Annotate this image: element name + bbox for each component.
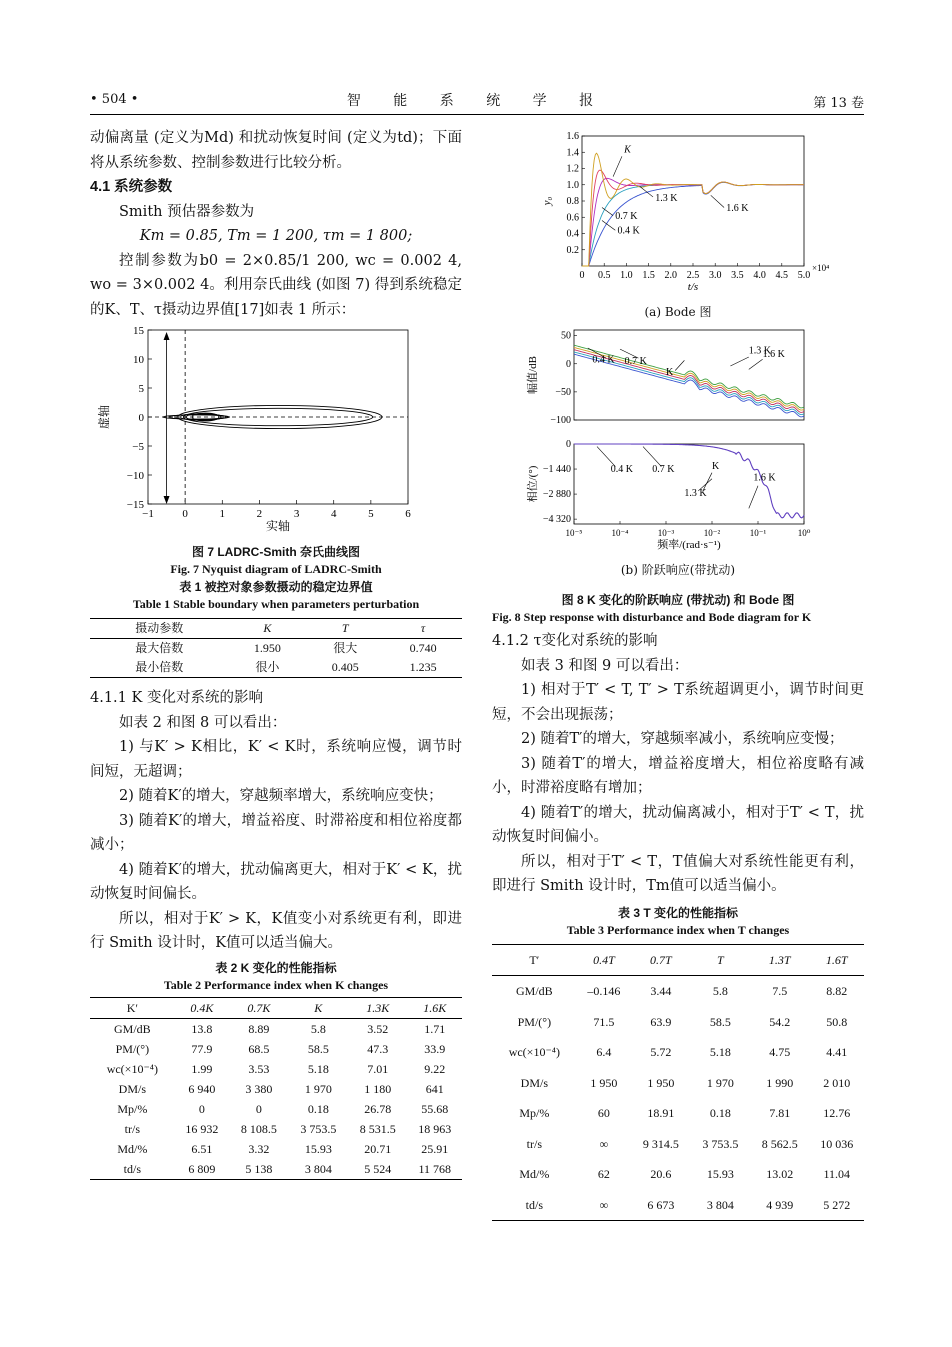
table-row [492,976,864,1007]
annotation-label: 0.7 K [615,210,638,222]
table-cell: 641 [425,1081,444,1096]
table-row [90,1119,462,1139]
table-cell: 6.51 [191,1141,213,1156]
table-cell: 最大倍数 [135,641,184,655]
x-tick-label: 1 [219,508,226,520]
nyquist-chart [90,322,462,544]
table-cell: 0.405 [331,660,359,674]
table-cell: 3 804 [304,1161,332,1176]
table-caption-en: Table 1 Stable boundary when parameters perturbation [132,597,420,611]
x-tick-label: 0 [579,270,585,281]
table-cell: 5 272 [823,1197,851,1212]
table-row [90,1039,462,1059]
volume-number: 第 13 卷 [813,96,864,111]
paragraph: Smith 预估器参数为 [119,203,255,220]
table-1 [90,618,462,678]
x-tick-label: 3.0 [708,270,722,281]
annotation-label: 0.7 K [652,463,675,475]
x-tick-label: 10⁻² [703,528,721,538]
table-cell: 7.5 [772,984,788,998]
table-header-cell: 0.7T [650,952,672,967]
table-cell: 1.99 [191,1061,213,1076]
figure-caption-en: Fig. 8 Step response with disturbance and Bode diagram for K [492,610,812,624]
table-cell: tr/s [526,1136,542,1151]
annotation-arrow [613,156,622,176]
y-tick-label: 0.2 [566,244,579,256]
nyquist-figure [90,322,462,544]
paragraph: 控制参数为b0 = 2×0.85/1 200, wc = 0.002 4, wo = 3×0.002 4。利用奈氏曲线 (如图 7) 得到系统稳定的K、T、τ摄动边界值[17]如表 1 所示： [90,252,462,318]
table-cell: 0.18 [709,1106,731,1120]
table-header-cell: 摄动参数 [135,621,184,635]
y-tick-label: −1 440 [542,464,571,476]
bode-chart [492,324,864,560]
table-row [90,1059,462,1079]
table-row [90,1079,462,1099]
x-tick-label: 0.5 [597,270,611,281]
table-header-cell: 1.3K [366,1000,390,1015]
table-cell: 6 809 [188,1161,216,1176]
left-column [90,126,462,1180]
table-cell: 33.9 [424,1041,446,1056]
table-cell: 5.8 [310,1021,326,1036]
table-header-cell: 1.3T [768,952,791,967]
table-cell: 12.76 [823,1106,851,1120]
table-cell: 1 970 [304,1081,332,1096]
annotation-label: K [624,144,631,156]
page-number: • 504 • [90,92,139,107]
x-tick-label: 2 [256,508,263,520]
table-cell: 5.18 [709,1045,731,1059]
table-cell: 63.9 [650,1014,672,1029]
table-cell: Md/% [117,1141,148,1156]
table-cell: GM/dB [113,1021,151,1036]
table-cell: 1 970 [706,1075,734,1090]
table-header-cell: K [314,1000,323,1015]
step-response-figure [492,126,864,319]
annotation-arrow [711,195,724,207]
table-header-cell: τ [420,621,426,635]
x-tick-label: 3.5 [731,270,744,281]
x-tick-label: 10⁻⁴ [611,528,629,538]
table-cell: 6.4 [596,1045,612,1059]
table-cell: 18.91 [647,1106,675,1120]
annotation-label: 0.4 K [610,463,634,475]
x-tick-label: 0 [182,508,188,520]
table-cell: 1 950 [590,1075,618,1090]
table-caption: 表 1 被控对象参数摄动的稳定边界值 [179,580,373,594]
table-cell: DM/s [520,1075,548,1090]
table-cell: 18 963 [418,1121,452,1136]
table-row [492,1037,864,1068]
section-heading: 4.1 系统参数 [90,179,173,195]
table-cell: 58.5 [709,1014,731,1029]
x-tick-label: 6 [405,508,411,520]
table-header-row [90,619,462,639]
table-cell: 最小倍数 [135,660,184,674]
table-cell: td/s [123,1161,141,1176]
x-axis-label: 频率/(rad·s⁻¹) [657,539,721,551]
step-response-line [582,178,804,266]
table-cell: 5.72 [650,1045,672,1059]
y-tick-label: −15 [126,499,144,511]
annotation-label: 1.3 K [748,345,772,357]
paragraph: 所以，相对于K′ > K，K值变小对系统更有利，即进行 Smith 设计时，K值可以适当偏大。 [90,910,462,951]
table-cell: 71.5 [593,1014,615,1029]
table-cell: 2 010 [823,1075,851,1090]
annotation-arrow [675,360,684,370]
step-response-line [582,153,804,266]
table-row [492,1068,864,1099]
y-axis-label: 虚轴 [97,404,111,430]
table-cell: 68.5 [248,1041,270,1056]
figure-caption: 图 8 K 变化的阶跃响应 (带扰动) 和 Bode 图 [561,593,795,607]
bode-figure [492,324,864,578]
table-cell: 4.41 [826,1045,848,1059]
table-cell: Mp/% [519,1106,550,1120]
table-header-cell: K [263,621,272,635]
x-scale-label: ×10⁴ [812,263,830,273]
arrow-down [164,496,170,504]
x-tick-label: 2.5 [686,270,700,281]
x-tick-label: 10⁻³ [657,528,675,538]
header-rule [90,114,864,115]
paragraph: 动偏离量 (定义为Md) 和扰动恢复时间 (定义为td)；下面将从系统参数、控制参数进行比较分析。 [90,130,462,171]
table-cell: 5 138 [245,1161,273,1176]
table-cell: 5 524 [364,1161,392,1176]
table-cell: ∞ [599,1197,609,1212]
table-cell: 50.8 [826,1014,848,1029]
y-axis-label: y₀ [541,196,553,206]
x-tick-label: 4 [330,508,337,520]
x-tick-label: 10⁻¹ [749,528,767,538]
table-row [90,1159,462,1180]
table-header-cell: T [341,621,349,635]
table-cell: 20.71 [364,1141,392,1156]
table-cell: 1.950 [253,641,281,655]
table-cell: 13.8 [191,1021,213,1036]
table-cell: wc(×10⁻⁴) [508,1045,560,1059]
table-cell: 15.93 [304,1141,332,1156]
table-cell: PM/(°) [517,1014,552,1029]
annotation-label: 1.6 K [753,472,776,484]
table-header-cell: 0.4K [190,1000,214,1015]
table-cell: 16 932 [185,1121,219,1136]
table-cell: DM/s [118,1081,146,1096]
table-cell: 1.71 [424,1021,446,1036]
table-caption: 表 2 K 变化的性能指标 [215,960,337,975]
table-header-cell: 1.6K [423,1000,447,1015]
y-tick-label: −2 880 [542,489,571,501]
annotation-label: 0.4 K [617,225,640,237]
y-tick-label: 0.6 [566,212,579,224]
subfigure-label: (a) Bode 图 [644,305,712,319]
table-row [90,1099,462,1119]
table-cell: 0.740 [409,641,437,655]
table-header-cell: T [716,952,724,967]
table-cell: 4.75 [769,1045,791,1059]
y-tick-label: 1.0 [566,179,579,191]
x-tick-label: 3 [293,508,300,520]
x-tick-label: 1.5 [642,270,655,281]
x-tick-label: 10⁰ [797,528,811,538]
paragraph: 如表 2 和图 8 可以看出： [119,714,287,731]
paragraph: 2) 随着T′的增大，穿越频率减小，系统响应变慢； [521,731,844,747]
table-cell: 62 [597,1167,610,1181]
table-cell: 3.52 [367,1021,389,1036]
table-cell: 11 768 [418,1161,452,1176]
subsection-heading: 4.1.2 τ变化对系统的影响 [492,633,658,649]
magnitude-frame [574,330,804,420]
annotation-arrow [730,357,748,366]
table-caption-en: Table 2 Performance index when K changes [163,977,389,992]
table-cell: 0.18 [307,1101,329,1116]
table-cell: 15.93 [706,1167,734,1181]
paragraph: 1) 与K′ > K相比，K′ < K时，系统响应慢，调节时间短，无超调； [90,739,462,780]
figure-caption-en: Fig. 7 Nyquist diagram of LADRC-Smith [170,562,382,576]
paragraph: 如表 3 和图 9 可以看出： [521,657,689,674]
table-cell: ∞ [599,1136,609,1151]
table-row [492,1129,864,1160]
table-cell: 3.32 [248,1141,270,1156]
table-cell: 7.01 [367,1061,389,1076]
subsection-heading: 4.1.1 K 变化对系统的影响 [90,690,263,706]
x-tick-label: 2.0 [664,270,678,281]
y-tick-label: 50 [561,330,571,342]
table-cell: GM/dB [515,984,553,998]
annotation-label: 1.6 K [762,349,785,360]
page-header [90,86,864,112]
table-cell: 26.78 [364,1101,392,1116]
table-cell: 5.8 [712,984,728,998]
y-tick-label: 10 [133,354,144,366]
table-header-cell: T′ [529,952,540,967]
table-header-cell: K′ [126,1000,138,1015]
table-cell: 6 940 [188,1081,216,1096]
annotation-label: K [712,461,720,473]
x-tick-label: 1.0 [620,270,633,281]
plot-frame [582,136,804,266]
table-cell: 8.89 [248,1021,270,1036]
table-cell: 10 036 [820,1136,854,1151]
table-cell: 8.82 [826,984,848,998]
x-tick-label: −1 [142,508,154,520]
table-cell: 1 180 [364,1081,392,1096]
table-cell: Md/% [519,1167,550,1181]
table-cell: wc(×10⁻⁴) [106,1061,158,1076]
paragraph: 4) 随着T′的增大，扰动偏离减小，相对于T′ < T，扰动恢复时间偏小。 [492,804,864,845]
table-cell: PM/(°) [115,1041,150,1056]
table-cell: 0 [198,1101,205,1116]
table-cell: 20.6 [650,1167,672,1181]
table-cell: Mp/% [117,1101,148,1116]
table-cell: 3.44 [650,984,672,998]
table-header-row [492,944,864,976]
table-cell: 77.9 [191,1041,213,1056]
table-cell: 5.18 [307,1061,329,1076]
annotation-label: 1.6 K [726,202,749,214]
x-tick-label: 10⁻⁵ [565,528,583,538]
table-cell: 8 562.5 [761,1136,798,1151]
table-cell: td/s [525,1197,543,1212]
table-cell: 7.81 [769,1106,791,1120]
table-row [492,1190,864,1221]
phase-frame [574,444,804,524]
table-cell: 8 531.5 [359,1121,396,1136]
y-tick-label: 1.2 [566,163,579,175]
table-cell: 3 753.5 [300,1121,337,1136]
equation: Km = 0.85, Tm = 1 200, τm = 1 800; [139,228,413,244]
y-axis-label: 幅值/dB [527,356,539,394]
table-row [492,1098,864,1129]
table-cell: 4 939 [766,1197,794,1212]
table-3 [492,944,864,1222]
y-tick-label: 5 [138,383,144,395]
paragraph: 2) 随着K′的增大，穿越频率增大，系统响应变快； [119,788,443,804]
step-response-chart [492,126,864,302]
x-tick-label: 5 [368,508,374,520]
table-row [90,1139,462,1159]
table-header-cell: 0.7K [247,1000,271,1015]
right-column [492,126,864,1221]
journal-name: 智 能 系 统 学 报 [346,93,608,109]
table-cell: 55.68 [421,1101,449,1116]
table-cell: 很大 [333,641,358,655]
table-cell: 58.5 [307,1041,329,1056]
table-cell: 3 804 [706,1197,734,1212]
y-tick-label: −100 [550,415,571,426]
y-tick-label: 0.8 [566,196,579,207]
y-tick-label: −5 [132,441,144,453]
figure-caption: 图 7 LADRC-Smith 奈氏曲线图 [191,545,360,559]
table-cell: 25.91 [421,1141,449,1156]
y-tick-label: 1.6 [566,131,579,142]
x-tick-label: 4.0 [753,270,766,281]
table-header-cell: 0.4T [593,952,615,967]
table-cell: 54.2 [769,1014,791,1029]
annotation-arrow [640,186,653,197]
table-cell: 8 108.5 [240,1121,277,1136]
annotation-label: 1.3 K [655,193,678,204]
table-row [90,1018,462,1039]
y-axis-label: 相位/(°) [527,465,539,503]
subfigure-label: (b) 阶跃响应(带扰动) [620,563,736,577]
y-tick-label: −10 [126,470,144,482]
paragraph: 4) 随着K′的增大，扰动偏离更大，相对于K′ < K，扰动恢复时间偏长。 [90,861,462,902]
arrow-up [164,332,170,340]
table-cell: 很小 [255,660,280,674]
table-cell: 47.3 [367,1041,389,1056]
y-tick-label: 0.4 [566,228,579,240]
annotation-label: 1.3 K [684,488,707,500]
table-cell: 1.235 [409,660,437,674]
annotation-arrow [749,359,763,369]
table-cell: 1 950 [647,1075,675,1090]
x-axis-label: t/s [687,281,699,293]
annotation-arrow [749,486,758,509]
x-axis-label: 实轴 [265,519,291,533]
table-caption-en: Table 3 Performance index when T changes [566,922,790,937]
step-response-line [582,182,804,266]
table-cell: 0 [255,1101,262,1116]
y-tick-label: 0 [566,358,571,370]
table-cell: 3 380 [245,1081,273,1096]
table-2 [90,997,462,1180]
table-header-cell: 1.6T [825,952,848,967]
annotation-label: 0.4 K [592,354,615,366]
table-cell: 3 753.5 [702,1136,739,1151]
table-cell: –0.146 [587,984,621,998]
paragraph: 1) 相对于T′ < T, T′ > T系统超调更小，调节时间更短，不会出现振荡； [492,682,864,723]
table-row [90,639,462,659]
paragraph: 所以，相对于T′ < T，T值偏大对系统性能更有利，即进行 Smith 设计时，Tm值可以适当偏小。 [492,853,864,894]
table-cell: 3.53 [248,1061,270,1076]
table-caption: 表 3 T 变化的性能指标 [617,905,738,920]
y-tick-label: 15 [133,325,144,337]
annotation-label: 0.7 K [624,355,647,367]
paragraph: 3) 随着T′的增大，增益裕度增大，相位裕度略有减小，时滞裕度略有增加； [492,755,864,796]
table-header-row [90,997,462,1018]
table-cell: 9 314.5 [642,1136,679,1151]
table-cell: 13.02 [766,1167,794,1181]
y-tick-label: 1.4 [566,147,579,159]
table-cell: 9.22 [424,1061,446,1076]
annotation-label: K [666,367,674,378]
x-tick-label: 5.0 [797,270,811,281]
y-tick-label: −4 320 [542,514,571,526]
table-cell: tr/s [124,1121,140,1136]
table-row [492,1159,864,1190]
table-cell: 11.04 [823,1167,851,1181]
step-response-line [582,182,804,266]
table-row [492,1007,864,1038]
table-cell: 1 990 [766,1075,794,1090]
table-cell: 6 673 [647,1197,675,1212]
y-tick-label: 0 [138,412,144,424]
paragraph: 3) 随着K′的增大，增益裕度、时滞裕度和相位裕度都减小； [90,812,462,853]
x-tick-label: 4.5 [775,270,789,281]
table-row [90,658,462,678]
y-tick-label: 0 [566,439,571,450]
table-cell: 60 [597,1106,610,1120]
y-tick-label: −50 [555,386,571,398]
